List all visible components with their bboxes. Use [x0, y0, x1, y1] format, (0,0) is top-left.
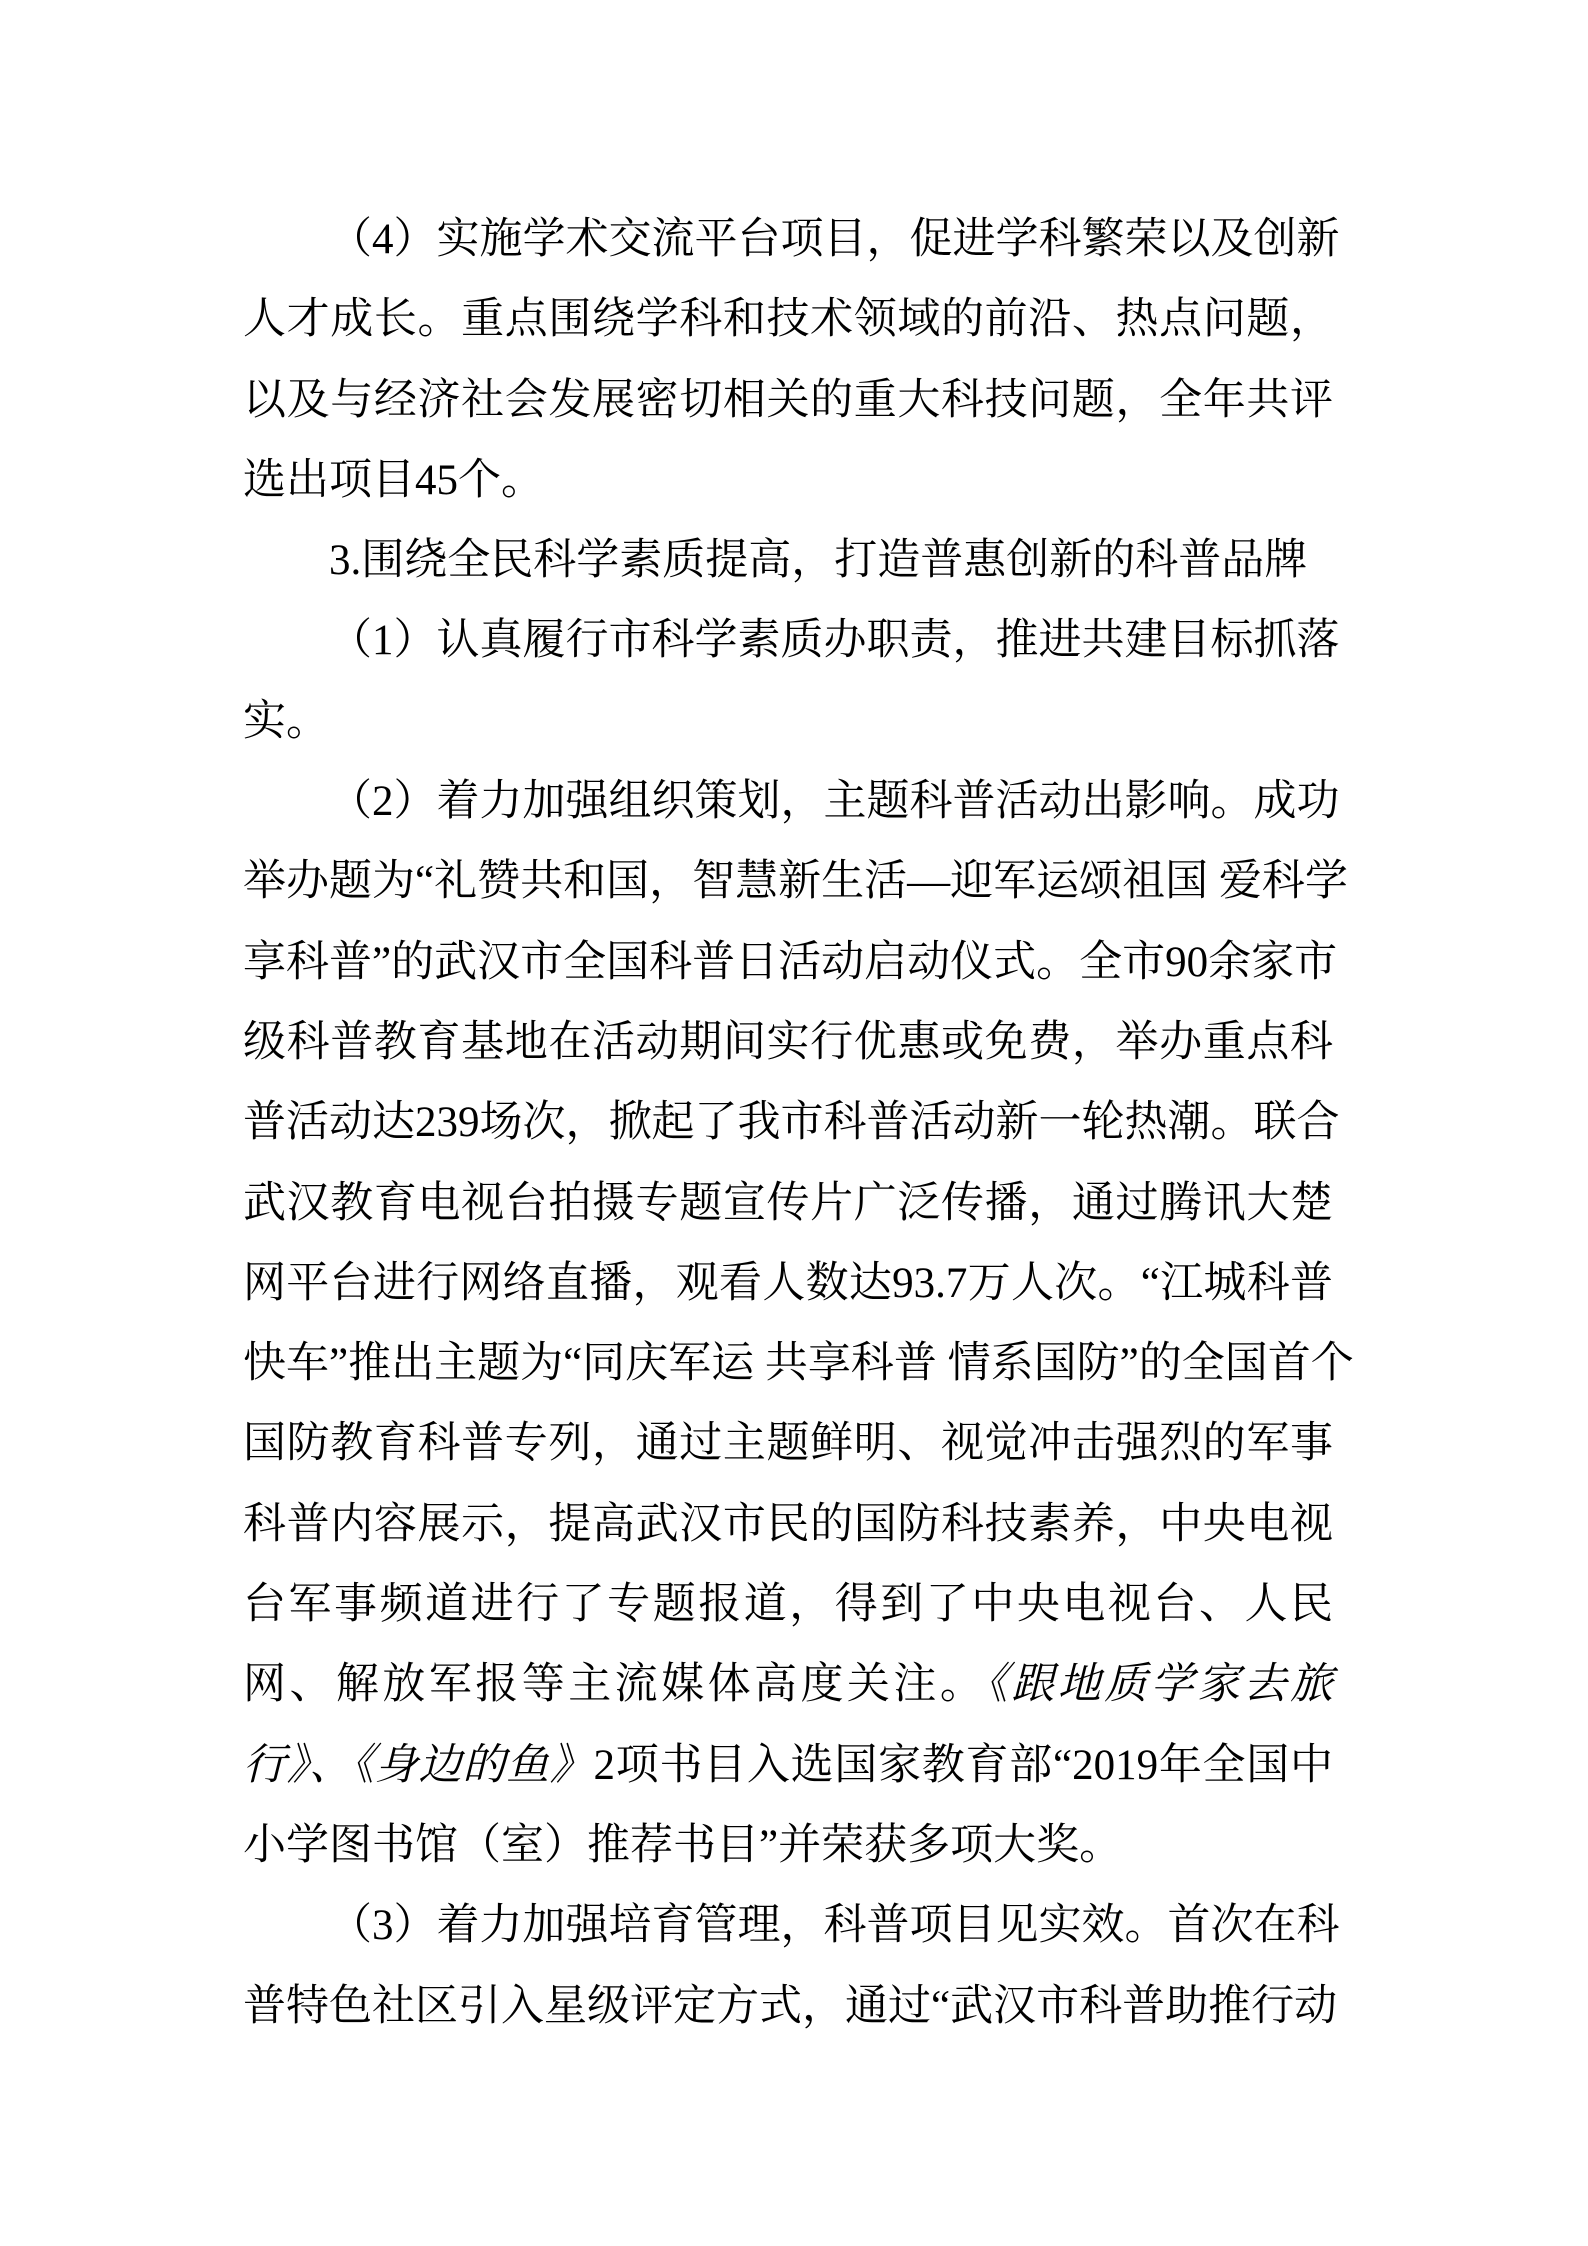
text-line — [243, 441, 1333, 521]
body-text-segment: 级科普教育基地在活动期间实行优惠或免费，举办重点科 — [243, 1018, 1333, 1066]
text-line — [243, 521, 1333, 601]
text-line — [243, 1404, 1333, 1484]
text-line — [243, 1967, 1338, 2047]
text-line — [243, 1244, 1333, 1324]
document-text-block — [243, 200, 1354, 2047]
body-text-segment: 网平台进行网络直播，观看人数达93.7万人次。“江城科普 — [243, 1259, 1333, 1307]
text-line — [243, 1645, 1333, 1725]
body-text-segment: 网、解放军报等主流媒体高度关注。 — [243, 1661, 987, 1709]
body-text-segment: 国防教育科普专列，通过主题鲜明、视觉冲击强烈的军事 — [243, 1420, 1333, 1468]
text-line — [243, 842, 1348, 922]
text-line — [243, 1565, 1333, 1645]
text-line — [243, 923, 1338, 1003]
text-line — [243, 601, 1340, 681]
text-line — [243, 1324, 1354, 1404]
body-text-segment: 科普内容展示，提高武汉市民的国防科技素养，中央电视 — [243, 1500, 1333, 1548]
text-line — [243, 762, 1340, 842]
body-text-segment: 以及与经济社会发展密切相关的重大科技问题，全年共评 — [243, 376, 1333, 424]
text-line — [243, 682, 1333, 762]
body-text-segment: （2）着力加强组织策划，主题科普活动出影响。成功 — [329, 778, 1340, 826]
text-line — [243, 200, 1340, 280]
body-text-segment: 选出项目45个。 — [243, 456, 544, 504]
body-text-segment: 快车”推出主题为“同庆军运 共享科普 情系国防”的全国首个 — [243, 1340, 1354, 1388]
text-line — [243, 1806, 1333, 1886]
body-text-segment: 举办题为“礼赞共和国，智慧新生活—迎军运颂祖国 爱科学 — [243, 858, 1348, 906]
body-text-segment: 享科普”的武汉市全国科普日活动启动仪式。全市90余家市 — [243, 938, 1338, 986]
body-text-segment: （4）实施学术交流平台项目，促进学科繁荣以及创新 — [329, 216, 1340, 263]
text-line — [243, 280, 1333, 360]
body-text-segment: 2项书目入选国家教育部“2019年全国中 — [593, 1741, 1333, 1789]
body-text-segment: 人才成长。重点围绕学科和技术领域的前沿、热点问题， — [243, 296, 1333, 344]
body-text-segment: 3.围绕全民科学素质提高，打造普惠创新的科普品牌 — [329, 537, 1308, 585]
body-text-segment: 实。 — [243, 697, 329, 745]
text-line — [243, 1886, 1340, 1966]
book-title-text: 《跟地质学家去旅 — [986, 1661, 1334, 1709]
text-line — [243, 1726, 1333, 1806]
text-line — [243, 361, 1333, 441]
text-line — [243, 1164, 1333, 1244]
book-title-text: 行》、《身边的鱼》 — [243, 1741, 594, 1789]
text-line — [243, 1485, 1333, 1565]
body-text-segment: 普活动达239场次，掀起了我市科普活动新一轮热潮。联合 — [243, 1099, 1340, 1147]
body-text-segment: 普特色社区引入星级评定方式，通过“武汉市科普助推行动 — [243, 1982, 1338, 2030]
body-text-segment: 小学图书馆（室）推荐书目”并荣获多项大奖。 — [243, 1821, 1123, 1869]
body-text-segment: （1）认真履行市科学素质办职责，推进共建目标抓落 — [329, 617, 1340, 665]
text-line — [243, 1083, 1340, 1163]
body-text-segment: 武汉教育电视台拍摄专题宣传片广泛传播，通过腾讯大楚 — [243, 1179, 1333, 1227]
text-line — [243, 1003, 1333, 1083]
body-text-segment: （3）着力加强培育管理，科普项目见实效。首次在科 — [329, 1902, 1340, 1950]
body-text-segment: 台军事频道进行了专题报道，得到了中央电视台、人民 — [243, 1581, 1333, 1629]
